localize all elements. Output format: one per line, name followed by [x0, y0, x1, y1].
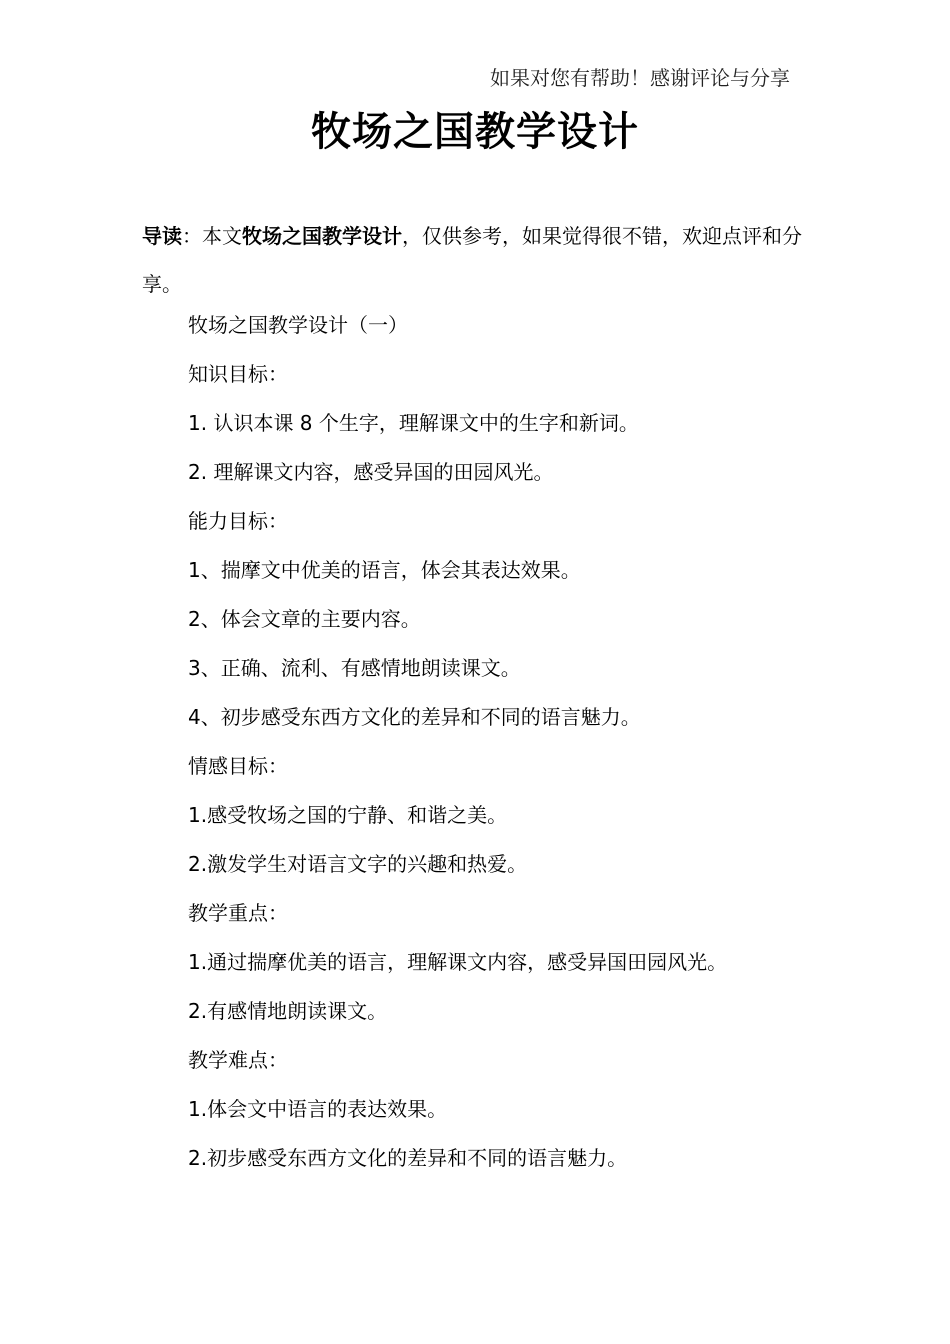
line-emotion-2: 2.激发学生对语言文字的兴趣和热爱。 [188, 852, 528, 876]
line-knowledge-1: 1. 认识本课 8 个生字，理解课文中的生字和新词。 [188, 411, 639, 435]
header-note: 如果对您有帮助！感谢评论与分享 [490, 66, 790, 90]
line-ability-2: 2、体会文章的主要内容。 [188, 607, 421, 631]
intro-prefix: 本文 [202, 224, 242, 248]
line-focus-2: 2.有感情地朗读课文。 [188, 999, 388, 1023]
intro-bold-title: 牧场之国教学设计 [242, 224, 402, 248]
line-difficulty-heading: 教学难点： [188, 1048, 288, 1072]
line-emotion-1: 1.感受牧场之国的宁静、和谐之美。 [188, 803, 508, 827]
intro-suffix: ，仅供参考，如果觉得很不错，欢迎点评和分享。 [142, 224, 802, 296]
line-ability-4: 4、初步感受东西方文化的差异和不同的语言魅力。 [188, 705, 641, 729]
line-knowledge-2: 2. 理解课文内容，感受异国的田园风光。 [188, 460, 554, 484]
line-ability-1: 1、揣摩文中优美的语言，体会其表达效果。 [188, 558, 581, 582]
document-title: 牧场之国教学设计 [311, 109, 639, 155]
line-knowledge-heading: 知识目标： [188, 362, 288, 386]
line-ability-3: 3、正确、流利、有感情地朗读课文。 [188, 656, 521, 680]
line-ability-heading: 能力目标： [188, 509, 288, 533]
line-difficulty-2: 2.初步感受东西方文化的差异和不同的语言魅力。 [188, 1146, 628, 1170]
line-focus-1: 1.通过揣摩优美的语言，理解课文内容，感受异国田园风光。 [188, 950, 728, 974]
line-difficulty-1: 1.体会文中语言的表达效果。 [188, 1097, 448, 1121]
line-subtitle: 牧场之国教学设计（一） [188, 313, 408, 337]
intro-paragraph [142, 212, 802, 308]
line-emotion-heading: 情感目标： [188, 754, 288, 778]
content-lines [188, 306, 828, 1188]
intro-colon: ： [182, 224, 202, 248]
line-focus-heading: 教学重点： [188, 901, 288, 925]
intro-label: 导读 [142, 224, 182, 248]
